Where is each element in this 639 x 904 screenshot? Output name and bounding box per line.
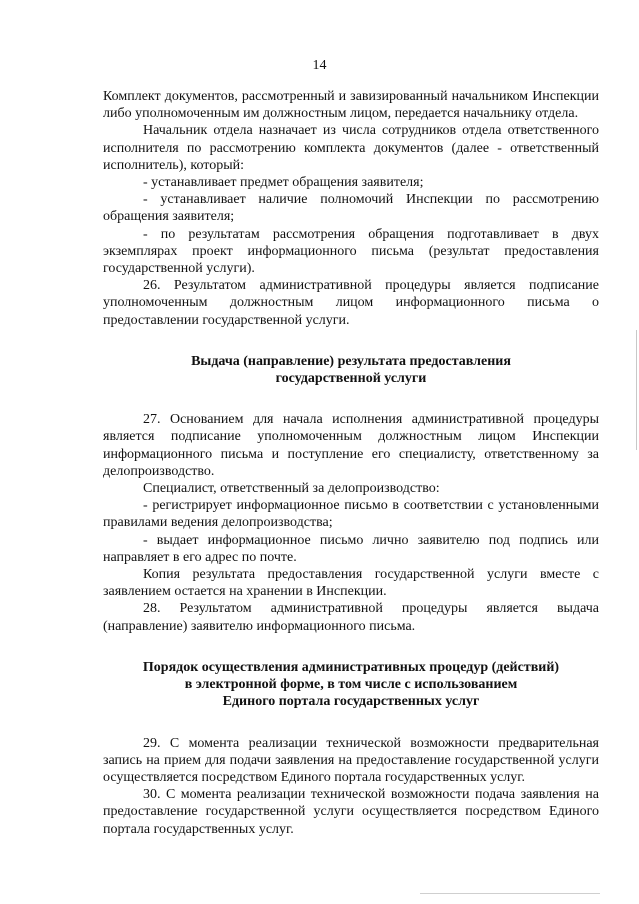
list-item: - регистрирует информационное письмо в соответствии с установленными правилами ведения делопроизводства; <box>103 498 599 531</box>
document-body <box>103 88 599 838</box>
list-item: - устанавливает предмет обращения заявителя; <box>143 175 424 191</box>
paragraph: 28. Результатом административной процедуры является выдача (направление) заявителю информационного письма. <box>103 601 599 634</box>
list-item: - по результатам рассмотрения обращения подготавливает в двух экземплярах проект информационного письма (результат предоставления государственной услуги). <box>103 226 599 277</box>
paragraph: Специалист, ответственный за делопроизводство: <box>143 481 440 497</box>
paragraph: Комплект документов, рассмотренный и завизированный начальником Инспекции либо уполномоченным им должностным лицом, передается начальнику отдела. <box>103 89 599 122</box>
paragraph: 29. С момента реализации технической возможности предварительная запись на прием для подачи заявления на предоставление государственной услуги осуществляется посредством Единого портала государственных услуг. <box>103 735 599 785</box>
list-item: - выдает информационное письмо лично заявителю под подпись или направляет в его адрес по почте. <box>103 532 599 565</box>
paragraph: 27. Основанием для начала исполнения административной процедуры является подписание уполномоченным должностным лицом Инспекции информационного письма и поступление его специалисту, ответственному за делопроизводство. <box>103 412 599 479</box>
scan-edge-mark <box>636 330 637 450</box>
paragraph: 26. Результатом административной процедуры является подписание уполномоченным должностным лицом информационного письма о предоставлении государственной услуги. <box>103 278 599 328</box>
section-heading-line: Выдача (направление) результата предоставления <box>191 353 511 369</box>
page-number: 14 <box>312 58 327 73</box>
section-heading-line: в электронной форме, в том числе с использованием <box>184 677 518 693</box>
section-heading-line: Единого портала государственных услуг <box>222 694 480 710</box>
list-item: - устанавливает наличие полномочий Инспекции по рассмотрению обращения заявителя; <box>103 192 599 225</box>
paragraph: Копия результата предоставления государственной услуги вместе с заявлением остается на хранении в Инспекции. <box>103 567 599 600</box>
paragraph: Начальник отдела назначает из числа сотрудников отдела ответственного исполнителя по рассмотрению комплекта документов (далее - ответственный исполнитель), который: <box>103 123 599 173</box>
paragraph: 30. С момента реализации технической возможности подача заявления на предоставление государственной услуги осуществляется посредством Единого портала государственных услуг. <box>103 787 599 837</box>
section-heading-line: Порядок осуществления административных процедур (действий) <box>142 659 560 675</box>
section-heading-line: государственной услуги <box>275 371 427 387</box>
scan-bottom-mark <box>420 893 600 894</box>
